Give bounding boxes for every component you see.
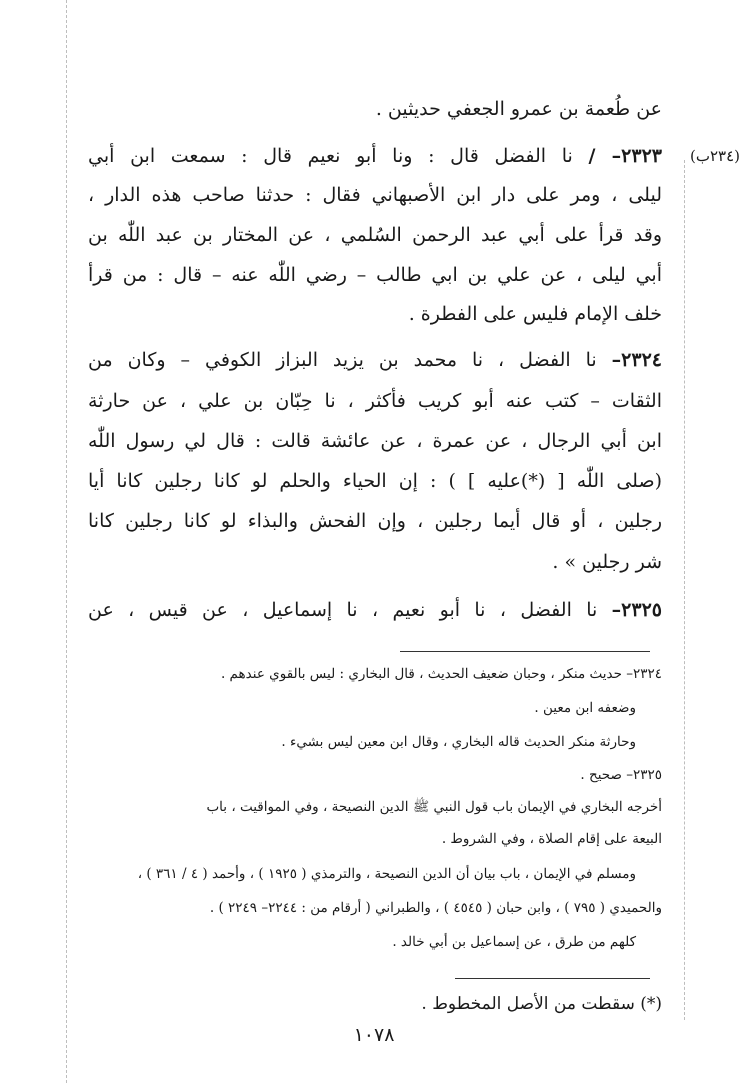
- body-line-11: رجلين ، أو قال أيما رجلين ، وإن الفحش والبذاء لو كانا رجلين كانا: [88, 510, 662, 532]
- body-line-5: أبي ليلى ، عن علي بن ابي طالب – رضي اللّٰه عنه – قال : من قرأ: [88, 264, 662, 286]
- body-line-1: عن طُعمة بن عمرو الجعفي حديثين .: [375, 98, 662, 120]
- footnote-line: أخرجه البخاري في الإيمان باب قول النبي ﷺ الدين النصيحة ، وفي المواقيت ، باب: [206, 799, 662, 815]
- hadith-number: ٢٣٢٥–: [611, 599, 662, 621]
- hadith-2324-line: ٢٣٢٤– نا الفضل ، نا محمد بن يزيد البزاز الكوفي – وكان من: [88, 349, 662, 371]
- body-line-8: الثقات – كتب عنه أبو كريب فأكثر ، نا حِبّان بن علي ، عن حارثة: [88, 390, 662, 412]
- hadith-2325-line: ٢٣٢٥– نا الفضل ، نا أبو نعيم ، نا إسماعيل ، عن قيس ، عن: [88, 599, 662, 621]
- footnote-line: وضعفه ابن معين .: [534, 700, 636, 716]
- body-line-12: شر رجلين » .: [552, 551, 662, 573]
- body-line-9: ابن أبي الرجال ، عن عمرة ، عن عائشة قالت : قال لي رسول اللّٰه: [88, 430, 662, 452]
- hadith-number: ٢٣٢٤–: [611, 349, 662, 371]
- page-number: ١٠٧٨: [353, 1024, 395, 1046]
- star-note-separator: [455, 978, 650, 979]
- footnote-line: وحارثة منكر الحديث قاله البخاري ، وقال ابن معين ليس بشيء .: [281, 734, 636, 750]
- footnote-line: والحميدي ( ٧٩٥ ) ، وابن حبان ( ٤٥٤٥ ) ، والطبراني ( أرقام من : ٢٢٤٤– ٢٢٤٩ ) .: [209, 900, 662, 916]
- footnote-separator: [400, 651, 650, 652]
- footnote-line: كلهم من طرق ، عن إسماعيل بن أبي خالد .: [392, 934, 636, 950]
- body-line-4: وقد قرأ على أبي عبد الرحمن السُلمي ، عن المختار بن عبد اللّٰه بن: [88, 224, 662, 246]
- footnote-2325-heading: ٢٣٢٥– صحيح .: [580, 767, 662, 783]
- hadith-number: ٢٣٢٣– /: [588, 145, 662, 167]
- footnote-2324-heading: ٢٣٢٤– حديث منكر ، وحبان ضعيف الحديث ، قال البخاري : ليس بالقوي عندهم .: [220, 666, 662, 682]
- crop-guide-left: [66, 0, 67, 1083]
- margin-folio-note: (٢٣٤ب): [689, 147, 740, 165]
- star-note: (*) سقطت من الأصل المخطوط .: [421, 994, 662, 1014]
- hadith-2323-line: ٢٣٢٣– / نا الفضل قال : ونا أبو نعيم قال : سمعت ابن أبي: [88, 145, 662, 167]
- body-line-10: (صلى اللّٰه [ (*)عليه ] ) : إن الحياء والحلم لو كانا رجلين كانا أيا: [88, 470, 662, 492]
- crop-guide-right: [684, 160, 685, 1020]
- body-line-3: ليلى ، ومر على دار ابن الأصبهاني فقال : حدثنا صاحب هذه الدار ،: [88, 184, 662, 206]
- footnote-line: البيعة على إقام الصلاة ، وفي الشروط .: [441, 831, 662, 847]
- footnote-line: ومسلم في الإيمان ، باب بيان أن الدين النصيحة ، والترمذي ( ١٩٢٥ ) ، وأحمد ( ٤ / ٣٦١ ) ،: [137, 866, 636, 882]
- body-line-6: خلف الإمام فليس على الفطرة .: [408, 303, 662, 325]
